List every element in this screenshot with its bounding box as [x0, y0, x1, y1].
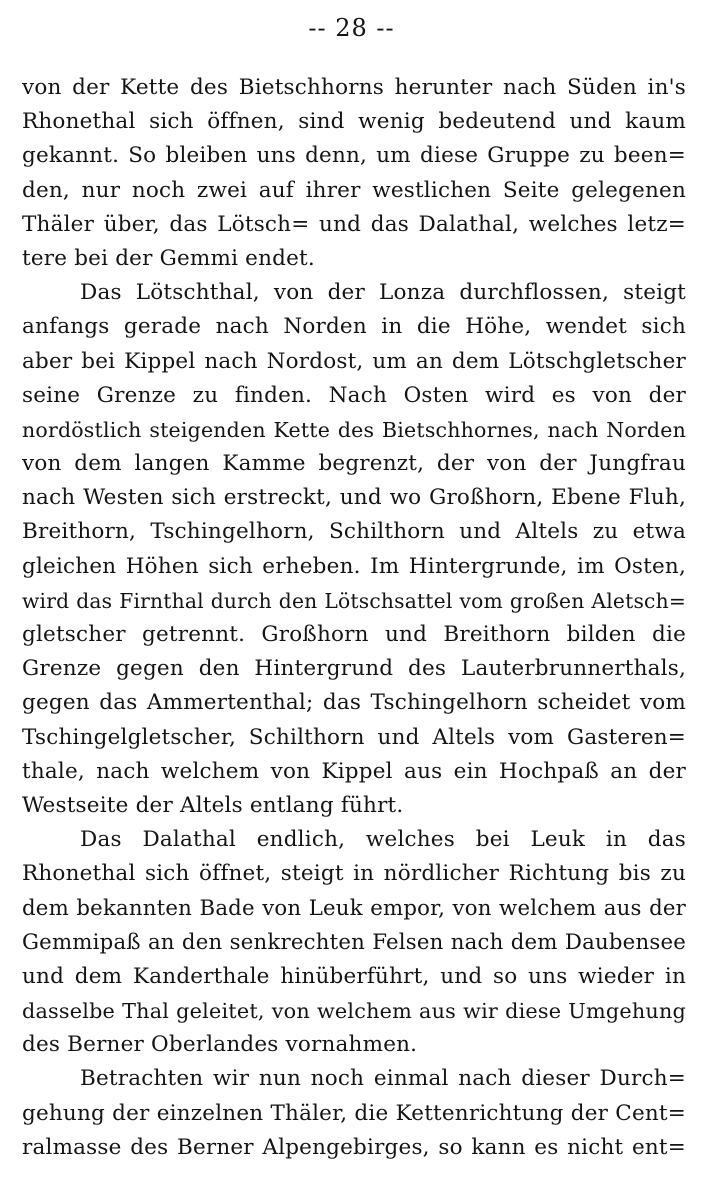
text-line: gletscher getrennt. Großhorn und Breithorn bilden die: [22, 622, 686, 647]
paragraph-first-line: Das Dalathal endlich, welches bei Leuk in das: [80, 827, 686, 853]
text-line: Westseite der Altels entlang führt.: [22, 792, 404, 818]
text-line: von dem langen Kamme begrenzt, der von der Jungfrau: [22, 451, 686, 477]
text-line: und dem Kanderthale hinüberführt, und so uns wieder in: [22, 963, 686, 989]
text-line: dasselbe Thal geleitet, von welchem aus wir diese Umgehung: [22, 999, 686, 1024]
text-line: Tschingelgletscher, Schilthorn und Altels vom Gasteren=: [22, 724, 686, 750]
text-line: seine Grenze zu finden. Nach Osten wird es von der: [22, 382, 686, 408]
text-line: gehung der einzelnen Thäler, die Kettenrichtung der Cent=: [22, 1100, 686, 1126]
text-line: dem bekannten Bade von Leuk empor, von welchem aus der: [22, 895, 686, 921]
text-line: thale, nach welchem von Kippel aus ein Hochpaß an der: [22, 758, 686, 784]
text-line: von der Kette des Bietschhorns herunter nach Süden in's: [22, 75, 686, 100]
text-line: gleichen Höhen sich erheben. Im Hintergrunde, im Osten,: [22, 553, 686, 579]
paragraph-first-line: Betrachten wir nun noch einmal nach dieser Durch=: [80, 1066, 686, 1092]
text-line: tere bei der Gemmi endet.: [22, 245, 315, 271]
text-line: ralmasse des Berner Alpengebirges, so kann es nicht ent=: [22, 1134, 686, 1160]
text-line: nordöstlich steigenden Kette des Bietschhornes, nach Norden: [22, 417, 686, 442]
text-line: Rhonethal sich öffnen, sind wenig bedeutend und kaum: [22, 109, 686, 135]
text-line: des Berner Oberlandes vornahmen.: [22, 1032, 418, 1058]
text-line: den, nur noch zwei auf ihrer westlichen Seite gelegenen: [22, 177, 686, 203]
text-line: Thäler über, das Lötsch= und das Dalathal, welches letz=: [22, 211, 686, 237]
text-line: nach Westen sich erstreckt, und wo Großhorn, Ebene Fluh,: [22, 485, 686, 511]
paragraph-first-line: Das Lötschthal, von der Lonza durchflossen, steigt: [80, 280, 686, 306]
text-line: wird das Firnthal durch den Lötschsattel vom großen Aletsch=: [22, 588, 686, 613]
text-line: gegen das Ammertenthal; das Tschingelhorn scheidet vom: [22, 690, 686, 716]
body-text: [22, 71, 686, 1165]
text-line: anfangs gerade nach Norden in die Höhe, wendet sich: [22, 314, 686, 340]
text-line: gekannt. So bleiben uns denn, um diese Gruppe zu been=: [22, 143, 686, 169]
text-line: Grenze gegen den Hintergrund des Lauterbrunnerthals,: [22, 656, 686, 682]
text-line: aber bei Kippel nach Nordost, um an dem Lötschgletscher: [22, 348, 686, 374]
text-line: Breithorn, Tschingelhorn, Schilthorn und Altels zu etwa: [22, 519, 686, 545]
text-line: Gemmipaß an den senkrechten Felsen nach dem Daubensee: [22, 929, 686, 955]
page-number: -- 28 --: [308, 14, 395, 42]
text-line: Rhonethal sich öffnet, steigt in nördlicher Richtung bis zu: [22, 861, 686, 887]
